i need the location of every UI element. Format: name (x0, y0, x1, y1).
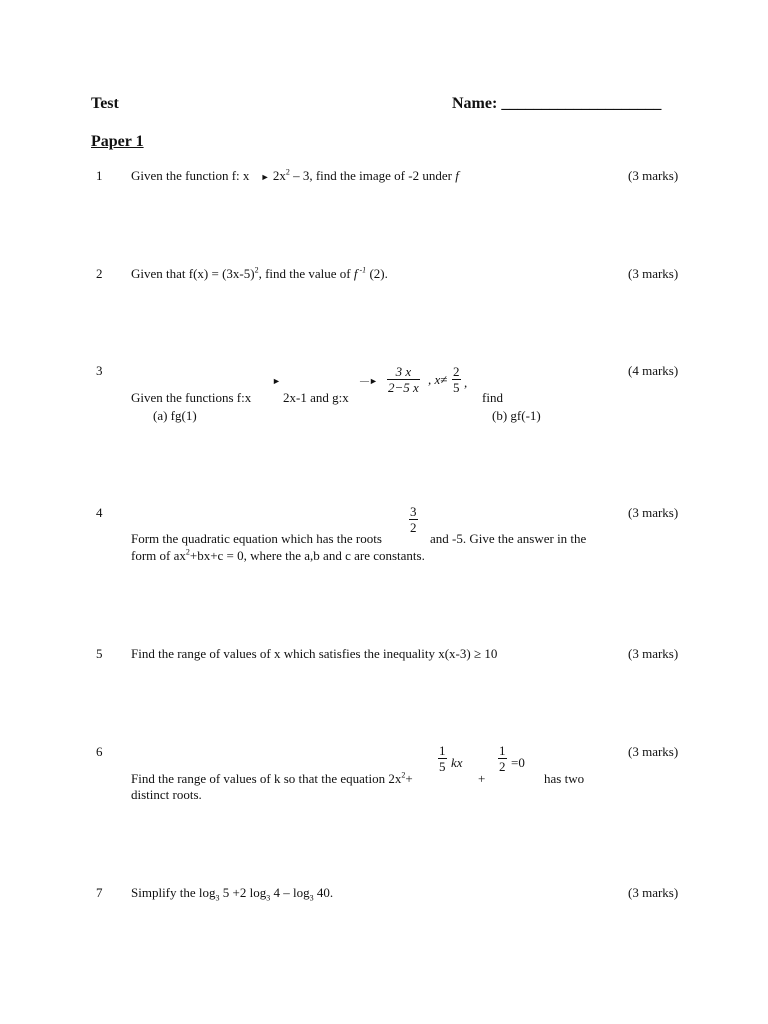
question-6-marks: (3 marks) (628, 744, 679, 759)
question-7-marks: (3 marks) (628, 885, 679, 900)
question-4-line-2-b: +bx+c = 0, where the a,b and c are constants. (189, 548, 425, 563)
question-3-part-a: (a) fg(1) (153, 408, 197, 423)
question-6-fraction-1-tail: kx (451, 755, 463, 770)
map-arrow-icon: —► (360, 376, 378, 386)
question-4-number: 4 (96, 505, 103, 520)
question-4-root-numerator: 3 (410, 504, 417, 519)
question-6-text (131, 771, 413, 787)
question-2-text-a: Given that f(x) = (3x-5) (131, 266, 255, 281)
question-2-inverse: -1 (357, 265, 367, 275)
question-6-fraction-2-tail: =0 (511, 755, 525, 770)
question-7-base-2: 3 (266, 893, 271, 903)
question-3-condition-fraction (452, 364, 461, 395)
question-4-text-b: and -5. Give the answer in the (430, 531, 587, 546)
question-3-fraction-numerator: 3 x (395, 364, 412, 379)
question-7-text (131, 885, 333, 901)
question-7-number: 7 (96, 885, 103, 900)
question-3-fraction-denominator: 2−5 x (388, 380, 419, 395)
question-3-condition-b: , (464, 375, 468, 390)
question-2-number: 2 (96, 266, 103, 281)
question-6-fraction-1-numerator: 1 (439, 743, 446, 758)
question-3-condition-denominator: 5 (453, 380, 460, 395)
question-2-function-f: f (353, 266, 358, 281)
question-6-number: 6 (96, 744, 103, 759)
question-3-condition-a: , x≠ (428, 372, 448, 387)
question-2-marks: (3 marks) (628, 266, 679, 281)
question-5-marks: (3 marks) (628, 646, 679, 661)
question-6-fraction-2 (498, 743, 507, 774)
section-title: Paper 1 (91, 133, 144, 150)
question-7-base-1: 3 (215, 893, 220, 903)
question-1-function-f: f (455, 168, 459, 183)
question-3-number: 3 (96, 363, 103, 378)
question-7-base-3: 3 (309, 893, 314, 903)
question-3-part-b: (b) gf(-1) (492, 408, 541, 423)
question-7-text-a: Simplify the log (131, 885, 216, 900)
question-5-number: 5 (96, 646, 103, 661)
question-4-root-denominator: 2 (410, 520, 417, 535)
question-2-text-b: , find the value of (258, 266, 354, 281)
question-6-fraction-1 (438, 743, 447, 774)
question-6-fraction-1-denominator: 5 (439, 759, 446, 774)
question-3-text-b: 2x-1 and g:x (283, 390, 349, 405)
question-2-exponent: 2 (254, 265, 259, 275)
question-4-root-fraction (409, 504, 418, 535)
question-6-fraction-2-numerator: 1 (499, 743, 506, 758)
question-6-exponent: 2 (401, 770, 406, 780)
question-7-text-d: 40. (313, 885, 334, 900)
question-1-text-b: 2x (272, 168, 286, 183)
question-1-exponent: 2 (285, 167, 290, 177)
question-3-condition-numerator: 2 (453, 364, 460, 379)
question-6-plus: + (478, 771, 486, 786)
question-1-text-a: Given the function f: x (131, 168, 250, 183)
question-3-fraction (387, 364, 420, 395)
question-1-text-c: – 3, find the image of -2 under (289, 168, 456, 183)
question-3-text-a: Given the functions f:x (131, 390, 252, 405)
test-title: Test (91, 95, 119, 112)
question-6-fraction-2-denominator: 2 (499, 759, 506, 774)
question-4-exponent: 2 (185, 547, 190, 557)
question-7-text-c: 4 – log (270, 885, 310, 900)
question-2-text (131, 266, 388, 282)
question-4-line-2-a: form of ax (131, 548, 186, 563)
question-6-text-c: has two (544, 771, 585, 786)
map-arrow-icon: ► (272, 376, 281, 386)
question-7-text-b: 5 +2 log (219, 885, 267, 900)
question-6-text-a: Find the range of values of k so that the equation 2x (131, 771, 402, 786)
question-5-text: Find the range of values of x which satisfies the inequality x(x-3) ≥ 10 (131, 646, 498, 661)
question-4-text-a: Form the quadratic equation which has the roots (131, 531, 382, 546)
question-1-number: 1 (96, 168, 103, 183)
question-3-marks: (4 marks) (628, 363, 679, 378)
question-6-text-b: + (405, 771, 413, 786)
map-arrow-icon: ► (260, 172, 270, 182)
name-field-label: Name: ____________________ (452, 95, 662, 112)
question-2-text-c: (2). (366, 266, 388, 281)
question-4-marks: (3 marks) (628, 505, 679, 520)
question-3-find: find (482, 390, 503, 405)
question-6-line-2: distinct roots. (131, 787, 202, 802)
question-1-marks: (3 marks) (628, 168, 679, 183)
question-1-text (131, 168, 459, 184)
question-4-line-2 (131, 548, 425, 564)
